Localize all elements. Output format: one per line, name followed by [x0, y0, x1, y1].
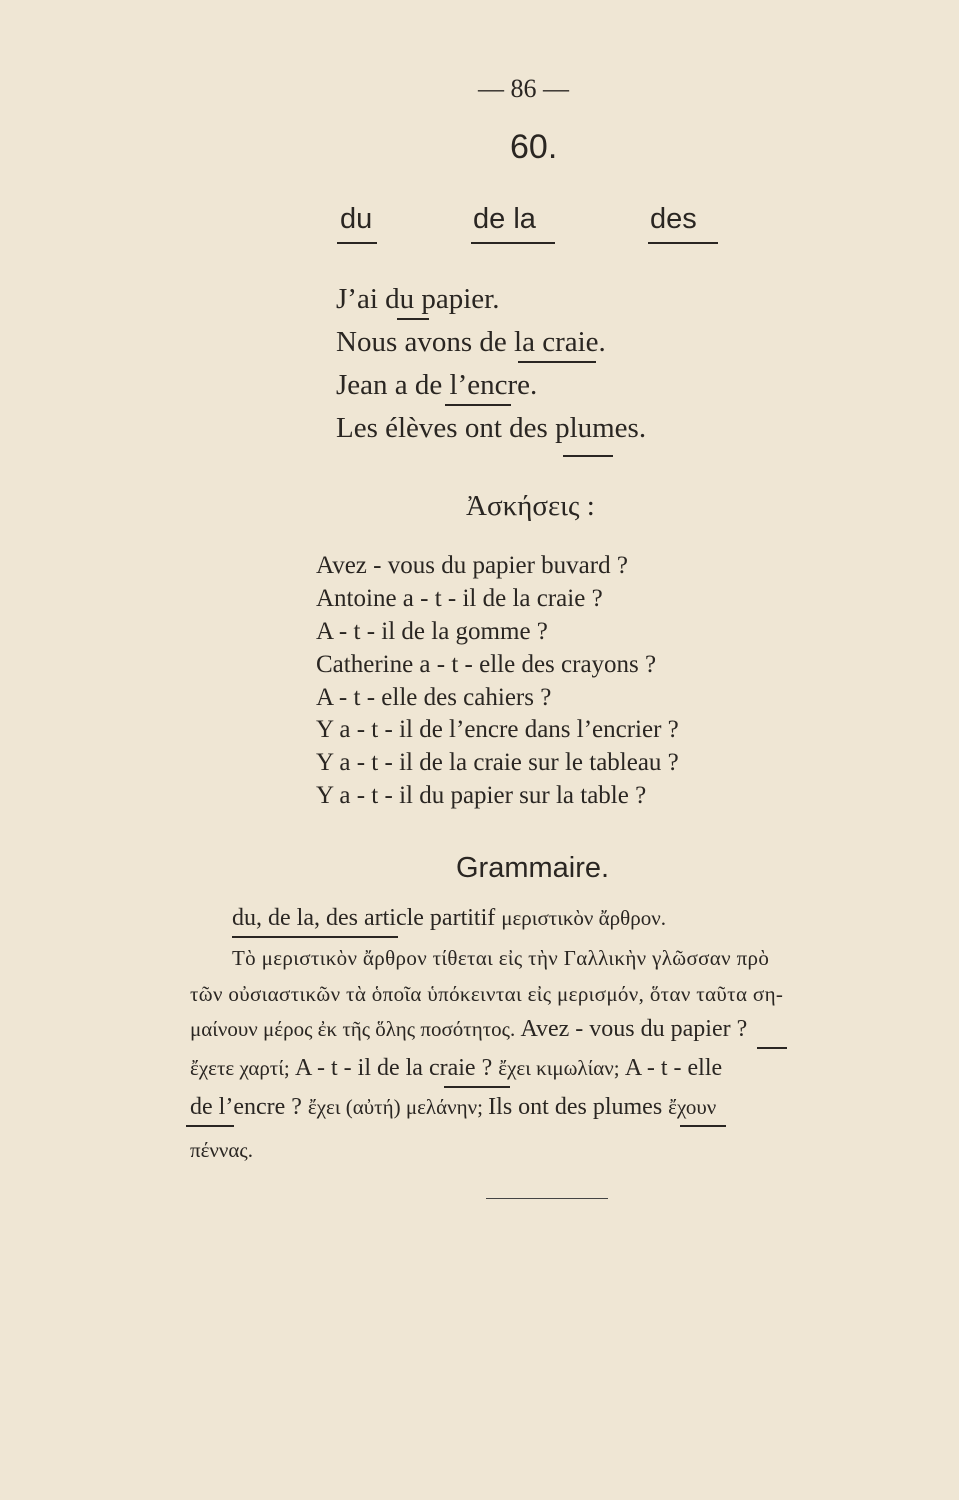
example-line [336, 283, 499, 316]
grammar-greek: ἔχει (αὐτή) μελάνην; [307, 1095, 489, 1119]
example-article: de l’ [414, 369, 468, 401]
partitive-articles: du, de la, des [232, 905, 358, 931]
grammar-line: πέννας. [190, 1138, 253, 1162]
grammar-heading: Grammaire. [456, 852, 610, 884]
grammar-text: Ils ont [488, 1094, 555, 1120]
example-text: plumes. [547, 412, 647, 444]
grammar-underline [757, 1047, 787, 1049]
question: A - t - il de la gomme ? [316, 618, 548, 645]
grammar-article: du [640, 1016, 665, 1042]
grammar-text: Avez - vous [520, 1016, 641, 1042]
example-text: papier. [414, 283, 500, 315]
question: Catherine a - t - elle des crayons ? [316, 651, 657, 678]
grammar-greek: μαίνουν μέρος ἐκ τῆς ὅλης ποσότητος. [190, 1017, 521, 1041]
example-article: du [385, 283, 415, 315]
grammar-text: A - t - il [294, 1055, 377, 1081]
example-article: des [509, 412, 548, 444]
grammar-underline [680, 1125, 726, 1127]
grammar-text: papier ? [664, 1016, 748, 1042]
grammar-text: encre ? [233, 1094, 308, 1120]
question: Y a - t - il de l’encre dans l’encrier ? [316, 716, 679, 743]
partitive-underline [232, 936, 398, 938]
example-line [336, 326, 606, 359]
column-de-la-underline [471, 242, 555, 244]
column-du: du [340, 203, 373, 235]
grammar-article: de la [376, 1055, 423, 1081]
column-de-la: de la [473, 203, 536, 235]
example-article: de la [479, 326, 535, 358]
example-text: J’ai [336, 283, 386, 315]
grammar-text: A - t - elle [624, 1055, 723, 1081]
example-text: encre. [467, 369, 538, 401]
grammar-line [232, 905, 666, 932]
grammar-article: des [554, 1094, 587, 1120]
grammar-line [190, 1016, 747, 1043]
example-text: Les élèves ont [336, 412, 510, 444]
grammar-underline [186, 1125, 234, 1127]
grammar-greek: ἔχετε χαρτί; [190, 1056, 295, 1080]
grammar-article: de l’ [190, 1094, 234, 1120]
lesson-number: 60. [510, 128, 558, 166]
column-des-underline [648, 242, 718, 244]
example-text: craie. [534, 326, 606, 358]
question: Antoine a - t - il de la craie ? [316, 585, 603, 612]
example-underline [397, 318, 429, 320]
column-des: des [650, 203, 697, 235]
example-text: Jean a [336, 369, 415, 401]
example-underline [563, 455, 613, 457]
example-line [336, 369, 537, 402]
grammar-text: article partitif [357, 905, 502, 931]
grammar-underline [444, 1086, 510, 1088]
example-text: Nous avons [336, 326, 480, 358]
end-rule [486, 1198, 608, 1199]
grammar-greek: μεριστικὸν ἄρθρον. [501, 906, 666, 930]
question: Avez - vous du papier buvard ? [316, 552, 628, 579]
exercises-heading: Ἀσκήσεις : [466, 490, 595, 522]
grammar-line [190, 1094, 716, 1121]
grammar-line: Τὸ μεριστικὸν ἄρθρον τίθεται εἰς τὴν Γαλλικὴν γλῶσσαν πρὸ [232, 946, 770, 970]
grammar-text: plumes [586, 1094, 669, 1120]
page-number: — 86 — [478, 74, 569, 103]
grammar-line [190, 1055, 722, 1082]
example-underline [518, 361, 596, 363]
grammar-greek: ἔχει κιμωλίαν; [498, 1056, 625, 1080]
question: A - t - elle des cahiers ? [316, 684, 552, 711]
question: Y a - t - il de la craie sur le tableau ? [316, 749, 679, 776]
question: Y a - t - il du papier sur la table ? [316, 782, 647, 809]
example-line [336, 412, 646, 445]
example-underline [445, 404, 511, 406]
grammar-line: τῶν οὐσιαστικῶν τὰ ὁποῖα ὑπόκεινται εἰς μερισμόν, ὅταν ταῦτα ση- [190, 982, 784, 1006]
grammar-text: craie ? [422, 1055, 499, 1081]
column-du-underline [337, 242, 377, 244]
grammar-greek: ἔχουν [668, 1095, 717, 1119]
